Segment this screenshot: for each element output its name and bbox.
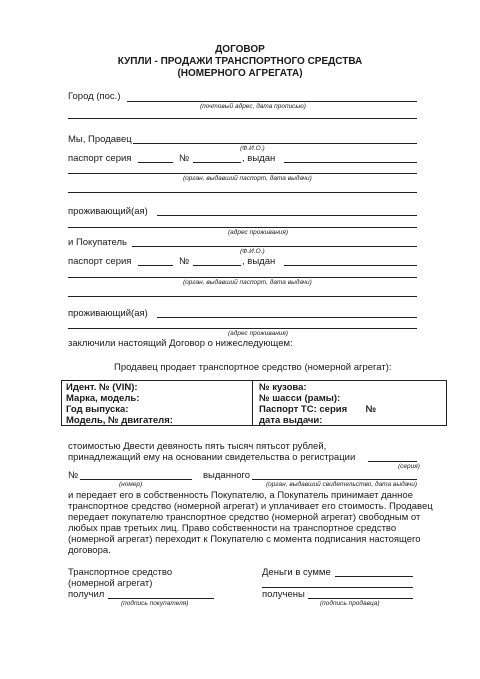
body-line-2: транспортное средство (номерной агрегат) и уплачивает его стоимость. Продавец: [68, 501, 433, 512]
price-text: стоимостью Двести девяность пять тысяч пятьсот рублей,: [68, 441, 327, 452]
vehicle-table-divider: [252, 380, 253, 426]
sig-right-line1: Деньги в сумме: [262, 567, 331, 578]
seller-passport-series-field[interactable]: [138, 162, 173, 163]
buyer-issued-label: , выдан: [242, 256, 276, 267]
seller-fio-hint: (Ф.И.О.): [240, 145, 265, 152]
sig-left-line2: (номерной агрегат): [68, 578, 153, 589]
chassis-no-label: № шасси (рамы):: [259, 393, 341, 404]
registration-number-hint: (номер): [119, 481, 143, 488]
registration-issued-label: выданного: [203, 470, 251, 481]
seller-address-field-2[interactable]: [68, 227, 417, 228]
issue-date-label: дата выдачи:: [259, 415, 323, 426]
city-field[interactable]: [127, 101, 417, 102]
seller-sells-text: Продавец продает транспортное средство (номерной агрегат):: [114, 362, 392, 373]
buyer-passport-series-field[interactable]: [138, 265, 173, 266]
doc-title: ДОГОВОР: [215, 44, 265, 55]
buyer-issued-field[interactable]: [284, 265, 417, 266]
buyer-residing-label: проживающий(ая): [68, 308, 148, 319]
buyer-address-field[interactable]: [157, 317, 417, 318]
body-line-4: любых прав третьих лиц. Право собственности на транспортное средство: [68, 523, 397, 534]
seller-passport-series-label: паспорт серия: [68, 153, 132, 164]
registration-text: принадлежащий ему на основании свидетельства о регистрации: [68, 452, 356, 463]
sig-left-received: получил: [68, 589, 105, 600]
seller-issued-field[interactable]: [284, 162, 417, 163]
seller-issuer-field[interactable]: [68, 173, 417, 174]
seller-passport-no-label: №: [179, 153, 190, 164]
sig-right-received: получены: [262, 589, 305, 600]
seller-address-hint: (адрес проживания): [228, 229, 289, 236]
seller-issued-label: , выдан: [242, 153, 276, 164]
registration-series-hint: (серия): [398, 463, 420, 470]
seller-issuer-hint: (орган, выдавший паспорт, дата выдачи): [183, 175, 312, 182]
body-no-label: № кузова:: [259, 382, 307, 393]
doc-subtitle: КУПЛИ - ПРОДАЖИ ТРАНСПОРТНОГО СРЕДСТВА: [117, 56, 363, 67]
city-label: Город (пос.): [68, 91, 121, 102]
body-line-3: передает покупателю транспортное средство (номерной агрегат) свободным от: [68, 512, 421, 523]
money-amount-field[interactable]: [335, 576, 413, 577]
buyer-passport-no-field[interactable]: [193, 265, 241, 266]
engine-label: Модель, № двигателя:: [66, 415, 173, 426]
buyer-address-field-2[interactable]: [68, 328, 417, 329]
buyer-passport-no-label: №: [179, 256, 190, 267]
seller-residing-label: проживающий(ая): [68, 206, 148, 217]
buyer-passport-series-label: паспорт серия: [68, 256, 132, 267]
body-line-1: и передает его в собственность Покупателю, а Покупатель принимает данное: [68, 490, 413, 501]
buyer-signature-hint: (подпись покупателя): [121, 600, 189, 607]
registration-issuer-hint: (орган, выдавший свидетельство, дата выдачи): [266, 481, 418, 488]
seller-signature-hint: (подпись продавца): [320, 600, 380, 607]
doc-subtitle-2: (НОМЕРНОГО АГРЕГАТА): [177, 68, 303, 79]
concluded-text: заключили настоящий Договор о нижеследующем:: [68, 338, 293, 349]
make-model-label: Марка, модель:: [66, 393, 140, 404]
seller-issuer-field-2[interactable]: [68, 192, 417, 193]
buyer-signature-field[interactable]: [108, 598, 214, 599]
buyer-issuer-hint: (орган, выдавший паспорт, дата выдачи): [183, 279, 312, 286]
registration-no-field[interactable]: [80, 479, 192, 480]
buyer-fio-hint: (Ф.И.О.): [240, 248, 265, 255]
city-hint: (почтовый адрес, дата прописью): [200, 103, 306, 110]
seller-address-field[interactable]: [157, 215, 417, 216]
buyer-issuer-field-2[interactable]: [68, 296, 417, 297]
buyer-address-hint: (адрес проживания): [228, 330, 289, 337]
vehicle-passport-label: Паспорт ТС: серия №: [259, 404, 377, 415]
sig-left-line1: Транспортное средство: [68, 567, 173, 578]
vin-label: Идент. № (VIN):: [66, 382, 138, 393]
seller-passport-no-field[interactable]: [193, 162, 241, 163]
city-field-2[interactable]: [68, 118, 417, 119]
buyer-issuer-field[interactable]: [68, 277, 417, 278]
year-label: Год выпуска:: [66, 404, 129, 415]
seller-signature-field[interactable]: [308, 598, 413, 599]
buyer-fio-field[interactable]: [132, 246, 417, 247]
registration-issuer-field[interactable]: [252, 479, 417, 480]
registration-no-label: №: [68, 470, 79, 481]
seller-label: Мы, Продавец: [68, 134, 132, 145]
seller-fio-field[interactable]: [133, 143, 417, 144]
money-amount-field-2[interactable]: [262, 587, 413, 588]
body-line-6: договора.: [68, 545, 111, 556]
body-line-5: (номерной агрегат) переходит к Покупателю с момента подписания настоящего: [68, 534, 421, 545]
registration-series-field[interactable]: [368, 461, 417, 462]
buyer-label: и Покупатель: [68, 237, 127, 248]
